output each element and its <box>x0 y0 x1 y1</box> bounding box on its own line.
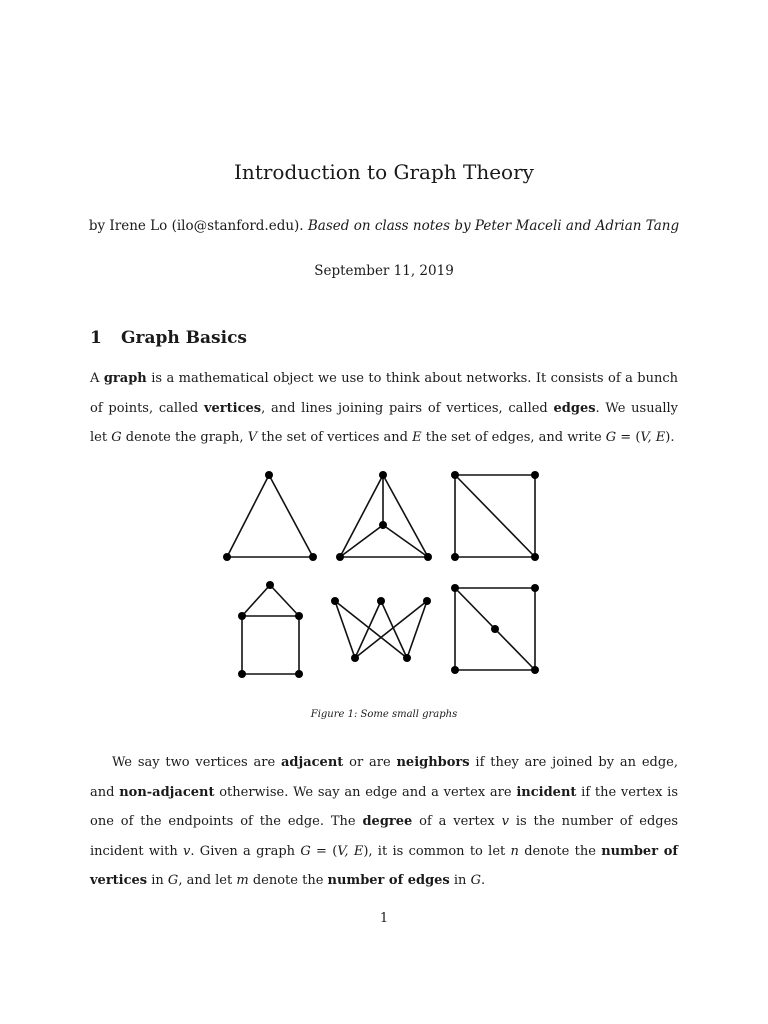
text-run: in <box>449 873 471 888</box>
text-run: if they are joined by an edge, and <box>90 755 678 800</box>
math-var: V, E <box>640 430 666 445</box>
term-incident: incident <box>516 784 577 800</box>
math-var: G <box>470 873 481 888</box>
text-run: , and let <box>178 873 237 888</box>
math-var: V, E <box>337 843 364 859</box>
text-run: is the number of edges incident with <box>90 814 678 859</box>
graph-square-diagonal <box>451 471 539 561</box>
section-heading <box>90 328 247 348</box>
math-var: G <box>167 873 179 888</box>
math-var: G <box>111 430 122 445</box>
text-run: otherwise. We say an edge and a vertex are <box>214 784 517 800</box>
term-non-adjacent: non-adjacent <box>119 784 215 800</box>
term-number-of-vertices: number of vertices <box>90 843 678 888</box>
text-run: of a vertex <box>412 814 502 829</box>
text-run: ), it is common to let <box>363 843 511 859</box>
text-run: . <box>480 873 486 888</box>
text-run: = ( <box>310 843 338 859</box>
text-run: . We usually let <box>90 400 679 445</box>
paper-date: September 11, 2019 <box>314 263 454 279</box>
figure-caption: Figure 1: Some small graphs <box>310 709 458 720</box>
text-run: , and lines joining pairs of vertices, called <box>261 400 554 416</box>
math-var: m <box>236 873 249 888</box>
math-var: v <box>501 814 509 829</box>
text-run: in <box>147 873 168 888</box>
graph-triangle <box>223 471 317 561</box>
figure-small-graphs <box>215 465 555 697</box>
text-run: A <box>90 371 104 386</box>
text-run: We say two vertices are <box>112 755 281 770</box>
text-run: . Given a graph <box>190 843 301 859</box>
text-run: = ( <box>616 430 641 445</box>
term-number-of-edges: number of edges <box>327 873 450 888</box>
math-var: E <box>412 430 422 445</box>
graph-house <box>238 581 303 678</box>
term-graph: graph <box>103 371 147 386</box>
text-run: or are <box>343 755 397 770</box>
paragraph-graph-definition <box>90 364 678 453</box>
section-title: Graph Basics <box>121 328 247 348</box>
text-run: ). <box>665 430 675 445</box>
text-run: denote the graph, <box>121 430 248 445</box>
credit-line: Based on class notes by Peter Maceli and Adrian Tang <box>307 218 680 234</box>
term-adjacent: adjacent <box>281 755 344 770</box>
section-number: 1 <box>90 328 102 348</box>
text-run: if the vertex is one of the endpoints of the edge. The <box>90 784 678 829</box>
term-neighbors: neighbors <box>396 755 470 770</box>
term-edges: edges <box>553 400 596 416</box>
term-degree: degree <box>362 814 413 829</box>
math-var: G <box>300 843 311 859</box>
paragraph-adjacency <box>90 748 678 896</box>
term-vertices: vertices <box>203 400 262 416</box>
graph-square-subdivided <box>451 584 539 674</box>
text-run: is a mathematical object we use to think about networks. It consists of a bunch of points, called <box>90 371 678 416</box>
graph-k4-planar <box>336 471 432 561</box>
text-run: the set of edges, and write <box>421 430 606 445</box>
text-run: the set of vertices and <box>257 430 413 445</box>
author-byline <box>0 218 768 234</box>
author-line: by Irene Lo (ilo@stanford.edu). <box>88 218 304 234</box>
page-number: 1 <box>379 911 389 926</box>
math-var: G <box>605 430 617 445</box>
math-var: v <box>183 843 191 859</box>
graph-w-shape <box>331 597 431 662</box>
text-run: denote the <box>248 873 328 888</box>
math-var: V <box>247 430 258 445</box>
text-run: denote the <box>518 843 602 859</box>
paper-title: Introduction to Graph Theory <box>234 160 534 184</box>
math-var: n <box>510 843 519 859</box>
